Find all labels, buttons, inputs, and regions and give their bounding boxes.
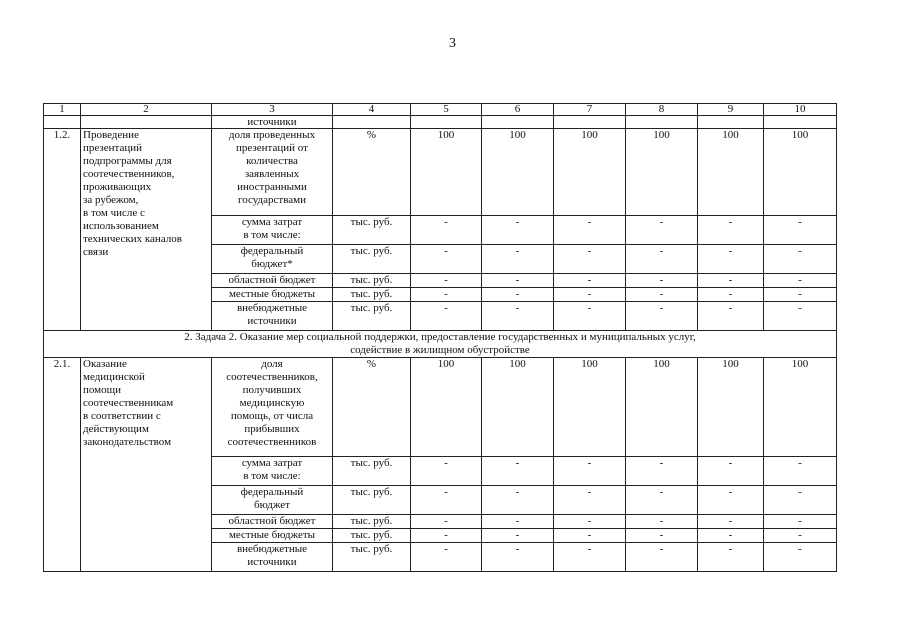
section2-value: - [482, 543, 554, 572]
section2-value: 100 [482, 358, 554, 457]
section2-indicator: внебюджетные источники [212, 543, 333, 572]
section2-value: - [482, 529, 554, 543]
section1-value: - [626, 274, 698, 288]
section1-value: - [764, 302, 837, 331]
section2-indicator: областной бюджет [212, 515, 333, 529]
section1-value: - [411, 245, 482, 274]
section2-value: - [698, 515, 764, 529]
section1-value: - [482, 245, 554, 274]
section2-value: 100 [764, 358, 837, 457]
section1-value: - [482, 288, 554, 302]
section2-indicator: доля соотечественников, получивших медицинскую помощь, от числа прибывших соотечественников [212, 358, 333, 457]
section1-indicator: внебюджетные источники [212, 302, 333, 331]
header-cell-1: 1 [44, 104, 81, 116]
section2-title: Оказание медицинской помощи соотечественникам в соответствии с действующим законодательством [81, 358, 212, 572]
continuation-cell [554, 116, 626, 129]
section2-unit: тыс. руб. [333, 529, 411, 543]
section2-value: - [554, 486, 626, 515]
section1-value: - [764, 245, 837, 274]
continuation-cell [698, 116, 764, 129]
section1-value: - [482, 216, 554, 245]
section1-unit: тыс. руб. [333, 274, 411, 288]
header-cell-3: 3 [212, 104, 333, 116]
section1-indicator: федеральный бюджет* [212, 245, 333, 274]
section1-value: - [411, 216, 482, 245]
section2-value: - [698, 529, 764, 543]
header-cell-7: 7 [554, 104, 626, 116]
section1-value: - [698, 245, 764, 274]
section2-value: - [482, 486, 554, 515]
section2-value: - [554, 515, 626, 529]
section1-value: - [626, 288, 698, 302]
section2-value: - [411, 486, 482, 515]
section1-value: - [626, 245, 698, 274]
section1-number: 1.2. [44, 129, 81, 331]
section1-unit: тыс. руб. [333, 302, 411, 331]
section2-indicator: местные бюджеты [212, 529, 333, 543]
section1-value: - [411, 274, 482, 288]
section1-value: - [698, 216, 764, 245]
section2-unit: тыс. руб. [333, 543, 411, 572]
section2-value: - [482, 457, 554, 486]
section1-indicator: сумма затрат в том числе: [212, 216, 333, 245]
header-row [44, 104, 837, 116]
section1-value: - [411, 302, 482, 331]
section1-indicator: местные бюджеты [212, 288, 333, 302]
section1-value: - [626, 216, 698, 245]
section2-indicator: федеральный бюджет [212, 486, 333, 515]
header-cell-9: 9 [698, 104, 764, 116]
section2-value: 100 [698, 358, 764, 457]
section1-value: - [626, 302, 698, 331]
section2-value: - [626, 515, 698, 529]
section1-value: - [764, 288, 837, 302]
section1-unit: тыс. руб. [333, 245, 411, 274]
section1-unit: % [333, 129, 411, 216]
task2-heading: 2. Задача 2. Оказание мер социальной поддержки, предоставление государственных и муниципальных услуг, содействие в жилищном обустройстве [44, 331, 837, 358]
section1-value: 100 [698, 129, 764, 216]
section2-value: 100 [411, 358, 482, 457]
section1-row [44, 129, 837, 216]
section1-value: - [698, 274, 764, 288]
section1-value: 100 [626, 129, 698, 216]
section1-value: - [764, 216, 837, 245]
continuation-cell [482, 116, 554, 129]
section1-value: 100 [482, 129, 554, 216]
section2-value: - [626, 486, 698, 515]
section2-row [44, 358, 837, 457]
continuation-text: источники [212, 116, 333, 129]
continuation-cell [626, 116, 698, 129]
section2-value: - [554, 457, 626, 486]
section1-value: - [698, 302, 764, 331]
section2-unit: тыс. руб. [333, 515, 411, 529]
section2-value: - [698, 486, 764, 515]
section2-value: - [626, 457, 698, 486]
section1-value: - [482, 274, 554, 288]
section2-value: 100 [626, 358, 698, 457]
header-cell-6: 6 [482, 104, 554, 116]
section1-value: - [554, 274, 626, 288]
section1-value: - [411, 288, 482, 302]
section1-value: - [554, 216, 626, 245]
continuation-cell [333, 116, 411, 129]
program-table [43, 103, 837, 572]
continuation-row [44, 116, 837, 129]
section2-value: - [764, 529, 837, 543]
section1-indicator: доля проведенных презентаций от количества заявленных иностранными государствами [212, 129, 333, 216]
section2-value: - [764, 543, 837, 572]
header-cell-4: 4 [333, 104, 411, 116]
task2-row [44, 331, 837, 358]
section2-unit: тыс. руб. [333, 457, 411, 486]
section1-indicator: областной бюджет [212, 274, 333, 288]
page-number: 3 [449, 36, 456, 51]
section1-value: - [698, 288, 764, 302]
section2-value: - [764, 515, 837, 529]
section2-unit: тыс. руб. [333, 486, 411, 515]
section1-value: 100 [764, 129, 837, 216]
section2-value: - [626, 529, 698, 543]
section1-value: - [554, 288, 626, 302]
section2-indicator: сумма затрат в том числе: [212, 457, 333, 486]
continuation-cell [764, 116, 837, 129]
section2-value: - [554, 543, 626, 572]
section2-number: 2.1. [44, 358, 81, 572]
section1-value: 100 [411, 129, 482, 216]
section2-value: - [554, 529, 626, 543]
section1-value: - [554, 302, 626, 331]
continuation-cell [44, 116, 81, 129]
section2-value: - [698, 543, 764, 572]
section1-value: 100 [554, 129, 626, 216]
section2-value: - [482, 515, 554, 529]
section2-value: - [764, 457, 837, 486]
continuation-cell [411, 116, 482, 129]
section1-value: - [764, 274, 837, 288]
section1-value: - [554, 245, 626, 274]
section2-value: 100 [554, 358, 626, 457]
header-cell-10: 10 [764, 104, 837, 116]
section1-unit: тыс. руб. [333, 216, 411, 245]
section2-unit: % [333, 358, 411, 457]
section1-value: - [482, 302, 554, 331]
section2-value: - [411, 529, 482, 543]
section2-value: - [411, 457, 482, 486]
section1-unit: тыс. руб. [333, 288, 411, 302]
section2-value: - [764, 486, 837, 515]
section1-title: Проведение презентаций подпрограммы для соотечественников, проживающих за рубежом, в том числе с использованием технических каналов связи [81, 129, 212, 331]
section2-value: - [626, 543, 698, 572]
section2-value: - [411, 515, 482, 529]
header-cell-5: 5 [411, 104, 482, 116]
continuation-cell [81, 116, 212, 129]
section2-value: - [411, 543, 482, 572]
header-cell-8: 8 [626, 104, 698, 116]
section2-value: - [698, 457, 764, 486]
header-cell-2: 2 [81, 104, 212, 116]
